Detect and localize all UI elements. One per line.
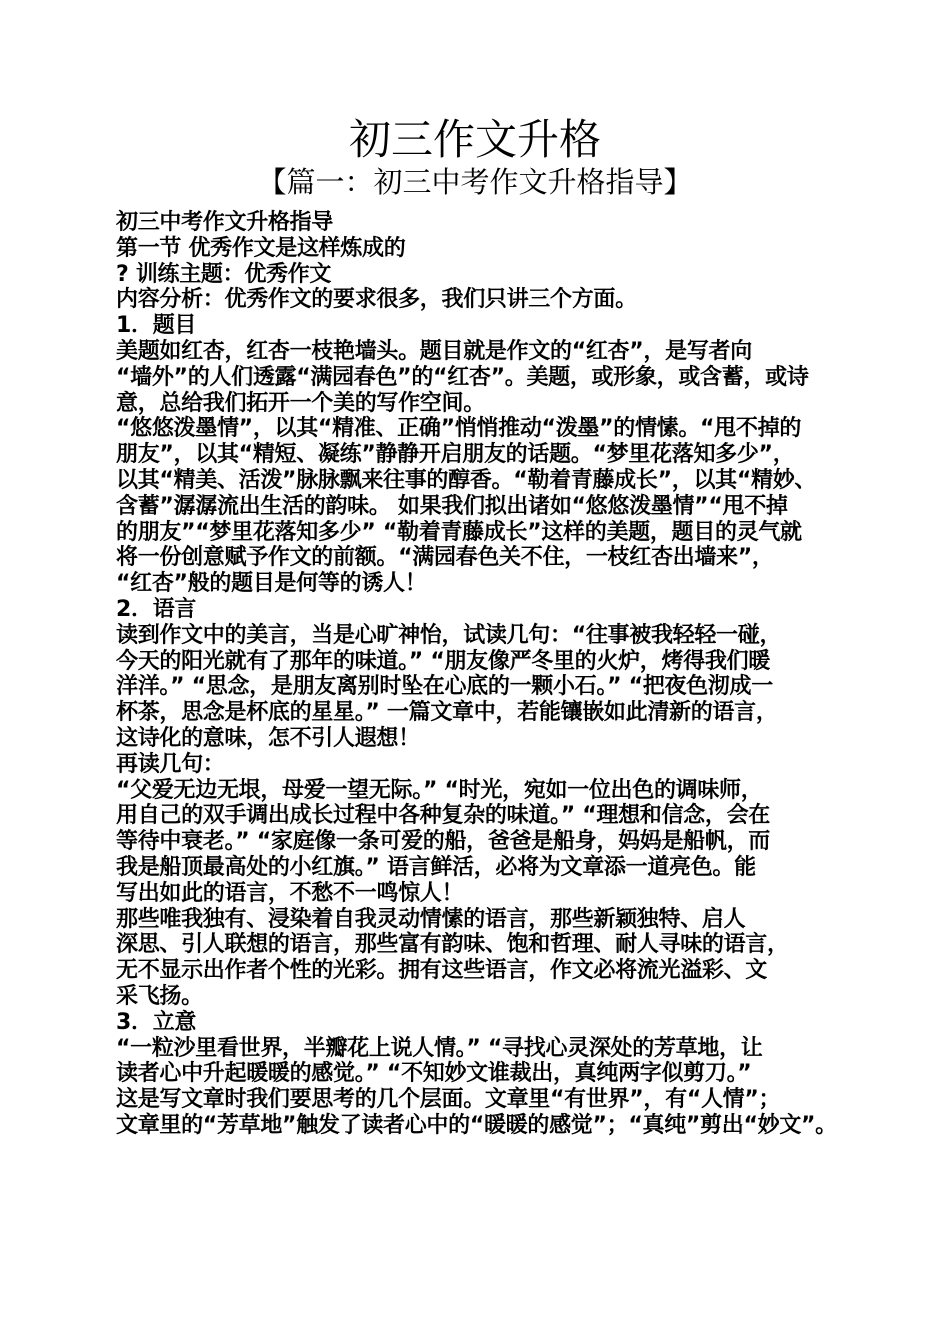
text-line: 2．语言 (116, 596, 197, 622)
document-body (116, 210, 846, 1139)
text-line: 再读几句： (116, 751, 225, 777)
text-line: 洋洋。” “思念，是朋友离别时坠在心底的一颗小石。” “把夜色沏成一 (116, 674, 773, 700)
text-line: “红杏”般的题目是何等的诱人！ (116, 571, 427, 597)
text-line: 我是船顶最高处的小红旗。” 语言鲜活，必将为文章添一道亮色。能 (116, 854, 756, 880)
text-line: 等待中衰老。” “家庭像一条可爱的船，爸爸是船身，妈妈是船帆，而 (116, 829, 770, 855)
text-line: 内容分析：优秀作文的要求很多，我们只讲三个方面。 (116, 287, 637, 313)
text-line: 3．立意 (116, 1009, 197, 1035)
text-line: 第一节 优秀作文是这样炼成的 (116, 235, 406, 261)
text-line: 的朋友”“梦里花落知多少” “勒着青藤成长”这样的美题，题目的灵气就 (116, 519, 802, 545)
text-line: 美题如红杏，红杏一枝艳墙头。题目就是作文的“红杏”，是写者向 (116, 338, 752, 364)
text-line: 1．题目 (116, 313, 197, 339)
text-line: 写出如此的语言，不愁不一鸣惊人！ (116, 880, 464, 906)
text-line: 将一份创意赋予作文的前额。“满园春色关不住，一枝红杏出墙来”， (116, 545, 774, 571)
text-line: 文章里的“芳草地”触发了读者心中的“暖暖的感觉”；“真纯”剪出“妙文”。 (116, 1112, 837, 1138)
text-line: “悠悠泼墨情”，以其“精准、正确”悄悄推动“泼墨”的情愫。“甩不掉的 (116, 416, 802, 442)
text-line: 采飞扬。 (116, 983, 203, 1009)
text-line: 以其“精美、活泼”脉脉飘来往事的醇香。“勒着青藤成长”，以其“精妙、 (116, 467, 817, 493)
text-line: 这是写文章时我们要思考的几个层面。文章里“有世界”，有“人情”； (116, 1087, 781, 1113)
text-line: 杯茶，思念是杯底的星星。” 一篇文章中，若能镶嵌如此清新的语言， (116, 700, 778, 726)
text-line: “墙外”的人们透露“满园春色”的“红杏”。美题，或形象，或含蓄，或诗 (116, 364, 809, 390)
document-title: 初三作文升格 (348, 115, 601, 164)
text-line: 用自己的双手调出成长过程中各种复杂的味道。” “理想和信念，会在 (116, 803, 770, 829)
text-line: 无不显示出作者个性的光彩。拥有这些语言，作文必将流光溢彩、文 (116, 958, 768, 984)
text-line: 那些唯我独有、浸染着自我灵动情愫的语言，那些新颖独特、启人 (116, 906, 746, 932)
text-line: ? 训练主题：优秀作文 (116, 261, 332, 287)
text-line: 深思、引人联想的语言，那些富有韵味、饱和哲理、耐人寻味的语言， (116, 932, 789, 958)
text-line: 意，总给我们拓开一个美的写作空间。 (116, 390, 485, 416)
text-line: 读到作文中的美言，当是心旷神怡，试读几句：“往事被我轻轻一碰， (116, 622, 782, 648)
text-line: 初三中考作文升格指导 (116, 210, 334, 235)
text-line: 这诗化的意味，怎不引人遐想！ (116, 725, 420, 751)
text-line: 读者心中升起暖暖的感觉。” “不知妙文谁裁出，真纯两字似剪刀。” (116, 1061, 752, 1087)
text-line: “父爱无边无垠，母爱一望无际。” “时光，宛如一位出色的调味师， (116, 777, 763, 803)
text-line: 朋友”，以其“精短、凝练”静静开启朋友的话题。“梦里花落知多少”， (116, 442, 795, 468)
text-line: “一粒沙里看世界，半瓣花上说人情。” “寻找心灵深处的芳草地，让 (116, 1035, 763, 1061)
text-line: 含蓄”潺潺流出生活的韵味。 如果我们拟出诸如“悠悠泼墨情”“甩不掉 (116, 493, 788, 519)
document-subtitle: 【篇一：初三中考作文升格指导】 (257, 165, 693, 199)
text-line: 今天的阳光就有了那年的味道。” “朋友像严冬里的火炉，烤得我们暖 (116, 648, 770, 674)
